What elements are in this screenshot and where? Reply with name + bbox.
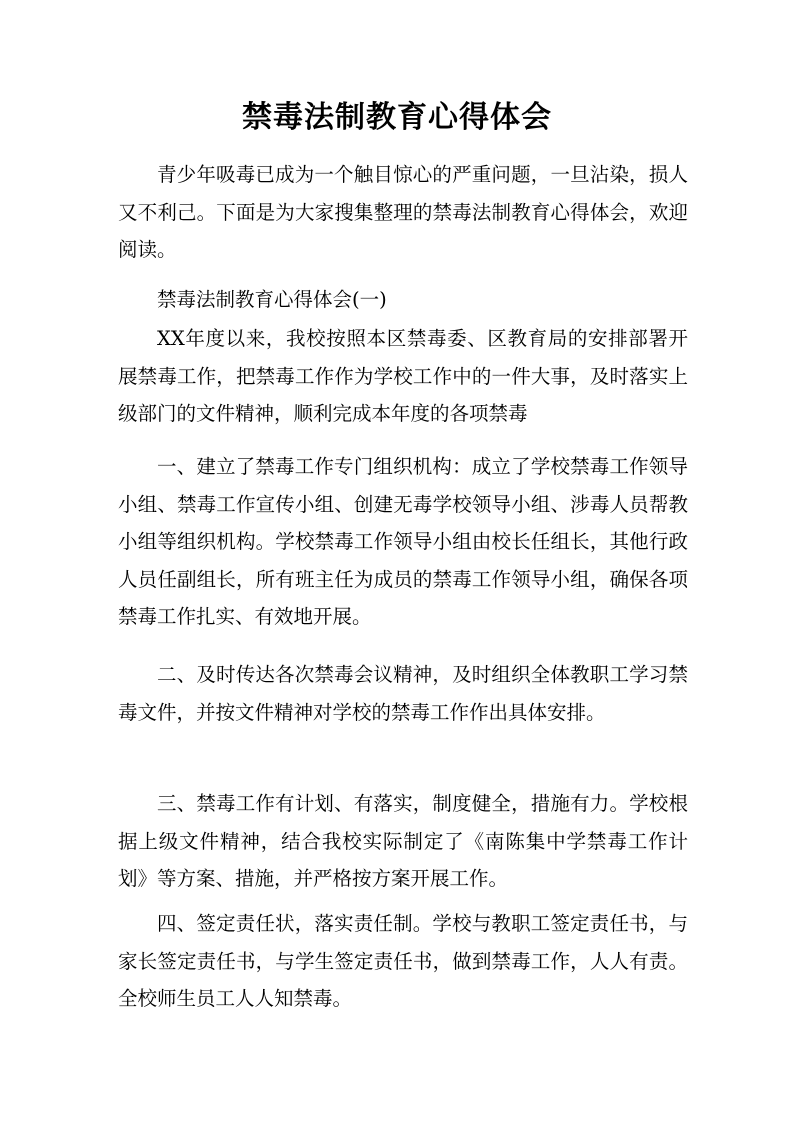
section-heading: 禁毒法制教育心得体会(一)	[157, 288, 387, 311]
point-three-paragraph: 三、禁毒工作有计划、有落实，制度健全，措施有力。学校根据上级文件精神，结合我校实际制定了《南陈集中学禁毒工作计划》等方案、措施，并严格按方案开展工作。	[118, 792, 688, 890]
point-four-block	[118, 905, 688, 1018]
section-heading-block	[118, 281, 688, 319]
overview-paragraph: XX年度以来，我校按照本区禁毒委、区教育局的安排部署开展禁毒工作，把禁毒工作作为学校工作中的一件大事，及时落实上级部门的文件精神，顺利完成本年度的各项禁毒	[118, 327, 688, 425]
point-two-paragraph: 二、及时传达各次禁毒会议精神，及时组织全体教职工学习禁毒文件，并按文件精神对学校的禁毒工作作出具体安排。	[118, 663, 688, 724]
point-one-block	[118, 448, 688, 636]
point-four-paragraph: 四、签定责任状，落实责任制。学校与教职工签定责任书，与家长签定责任书，与学生签定责任书，做到禁毒工作，人人有责。全校师生员工人人知禁毒。	[118, 912, 688, 1010]
document-title: 禁毒法制教育心得体会	[242, 100, 552, 135]
intro-paragraph: 青少年吸毒已成为一个触目惊心的严重问题，一旦沾染，损人又不利己。下面是为大家搜集整理的禁毒法制教育心得体会，欢迎阅读。	[118, 163, 688, 261]
intro-paragraph-block	[118, 156, 688, 269]
overview-paragraph-block	[118, 320, 688, 433]
point-three-block	[118, 785, 688, 898]
point-two-block	[118, 656, 688, 731]
point-one-paragraph: 一、建立了禁毒工作专门组织机构：成立了学校禁毒工作领导小组、禁毒工作宣传小组、创建无毒学校领导小组、涉毒人员帮教小组等组织机构。学校禁毒工作领导小组由校长任组长，其他行政人员任副组长，所有班主任为成员的禁毒工作领导小组，确保各项禁毒工作扎实、有效地开展。	[118, 455, 688, 628]
